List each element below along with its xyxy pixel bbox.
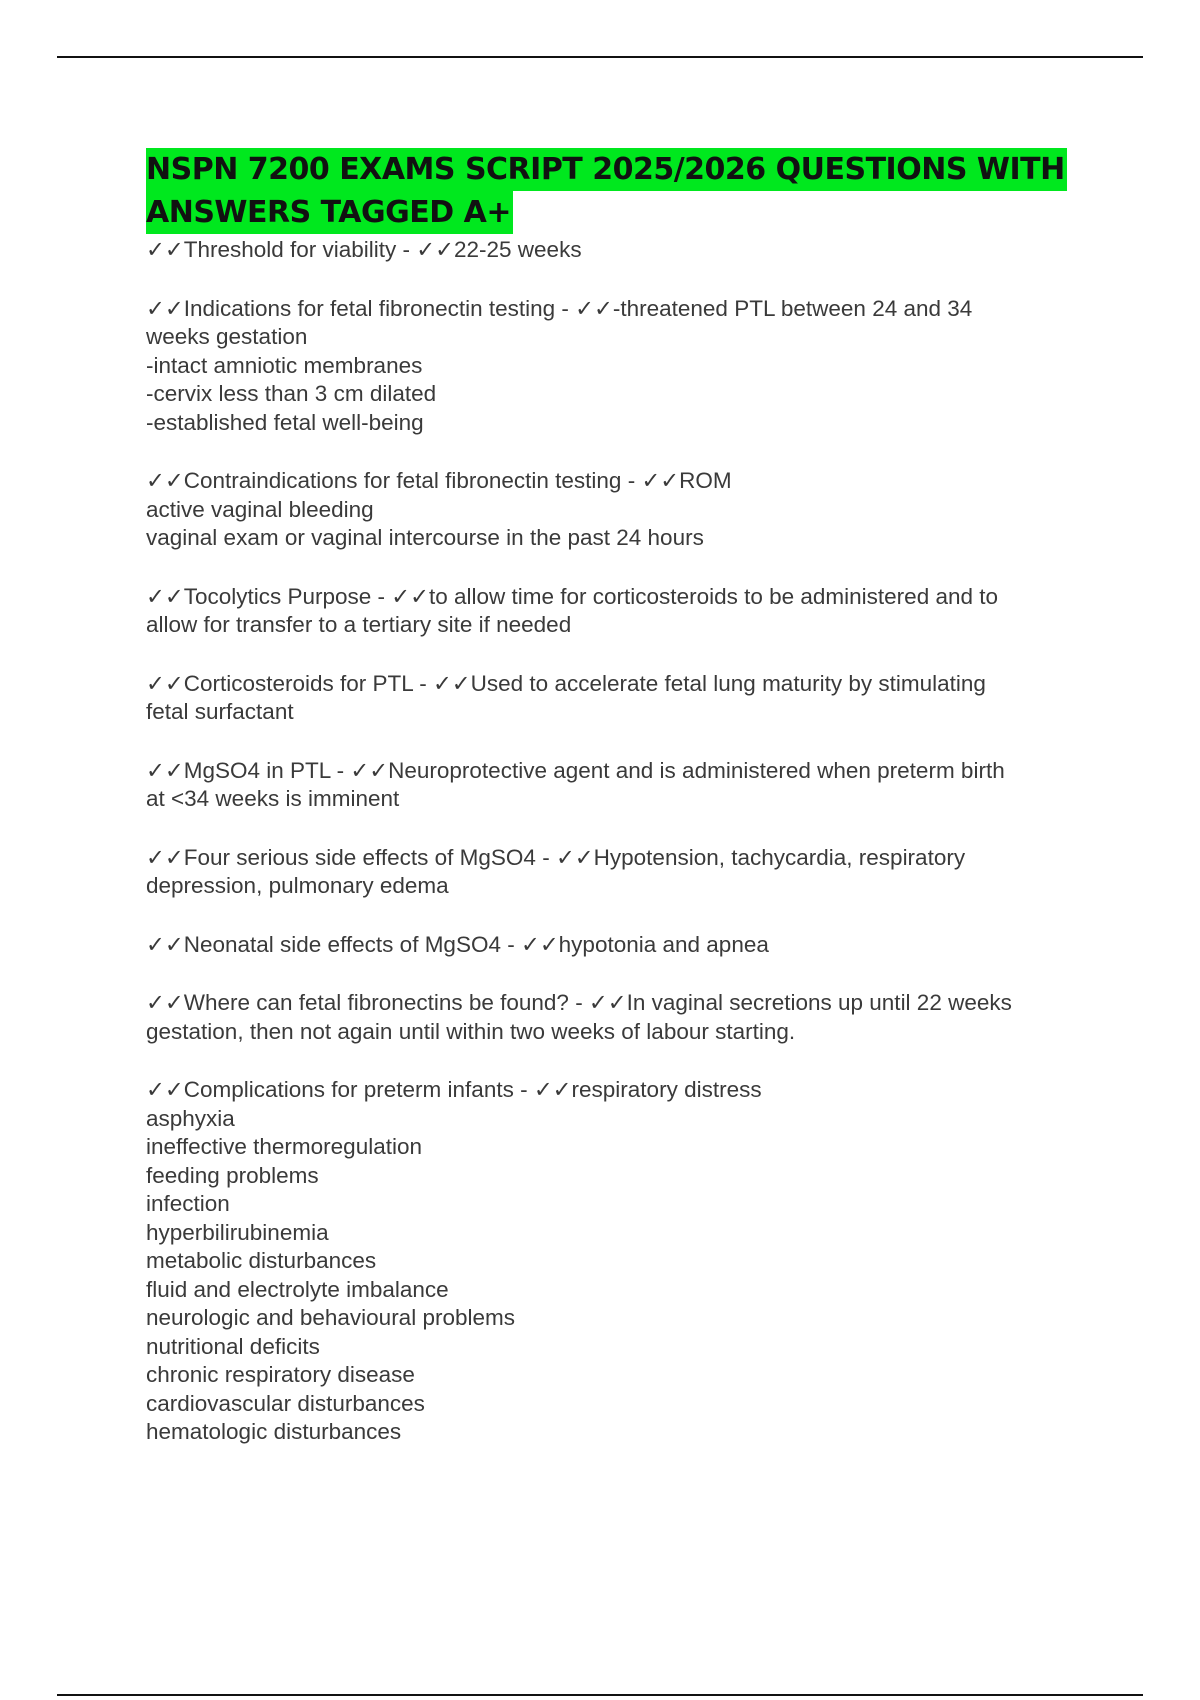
qa-answer-line: allow for transfer to a tertiary site if needed	[146, 612, 572, 637]
qa-question-line: ✓✓Neonatal side effects of MgSO4 - ✓✓hypotonia and apnea	[146, 931, 769, 957]
qa-question-line: ✓✓Tocolytics Purpose - ✓✓to allow time for corticosteroids to be administered and to	[146, 583, 999, 609]
qa-item	[146, 670, 1086, 727]
qa-answer-line: depression, pulmonary edema	[146, 873, 449, 898]
qa-answer-line: chronic respiratory disease	[146, 1362, 415, 1387]
document-body	[146, 148, 1086, 1477]
qa-answer-line: hematologic disturbances	[146, 1419, 402, 1444]
qa-answer-line: gestation, then not again until within two weeks of labour starting.	[146, 1018, 796, 1044]
qa-answer-line: ineffective thermoregulation	[146, 1134, 422, 1159]
qa-item	[146, 295, 1086, 438]
qa-question-line: ✓✓Complications for preterm infants - ✓✓respiratory distress	[146, 1077, 762, 1102]
document-title	[146, 148, 1086, 234]
qa-answer-line: nutritional deficits	[146, 1333, 320, 1359]
qa-item	[146, 844, 1086, 901]
title-line: NSPN 7200 EXAMS SCRIPT 2025/2026 QUESTIONS WITH	[146, 148, 1067, 191]
qa-answer-line: fluid and electrolyte imbalance	[146, 1276, 449, 1302]
qa-answer-line: at <34 weeks is imminent	[146, 786, 400, 811]
qa-question-line: ✓✓Four serious side effects of MgSO4 - ✓✓Hypotension, tachycardia, respiratory	[146, 844, 966, 870]
qa-question-line: ✓✓Corticosteroids for PTL - ✓✓Used to accelerate fetal lung maturity by stimulating	[146, 670, 986, 696]
top-rule	[57, 56, 1143, 58]
qa-answer-line: infection	[146, 1191, 230, 1216]
qa-item	[146, 236, 1086, 265]
qa-answer-line: hyperbilirubinemia	[146, 1219, 329, 1245]
qa-list	[146, 236, 1086, 1447]
qa-question-line: ✓✓Threshold for viability - ✓✓22-25 weeks	[146, 237, 582, 262]
qa-item	[146, 467, 1086, 553]
qa-answer-line: active vaginal bleeding	[146, 496, 374, 522]
bottom-rule	[57, 1694, 1143, 1696]
qa-answer-line: metabolic disturbances	[146, 1248, 377, 1273]
qa-question-line: ✓✓MgSO4 in PTL - ✓✓Neuroprotective agent and is administered when preterm birth	[146, 757, 1005, 783]
qa-answer-line: asphyxia	[146, 1105, 235, 1131]
qa-question-line: ✓✓Indications for fetal fibronectin testing - ✓✓-threatened PTL between 24 and 34	[146, 295, 973, 321]
qa-answer-line: -intact amniotic membranes	[146, 352, 423, 378]
qa-item	[146, 1076, 1086, 1447]
qa-item	[146, 583, 1086, 640]
qa-item	[146, 757, 1086, 814]
title-line: ANSWERS TAGGED A+	[146, 191, 513, 234]
qa-item	[146, 989, 1086, 1046]
qa-answer-line: feeding problems	[146, 1162, 319, 1188]
qa-answer-line: fetal surfactant	[146, 699, 294, 724]
qa-answer-line: -established fetal well-being	[146, 409, 424, 435]
qa-answer-line: neurologic and behavioural problems	[146, 1305, 515, 1330]
qa-item	[146, 931, 1086, 960]
qa-question-line: ✓✓Where can fetal fibronectins be found? - ✓✓In vaginal secretions up until 22 weeks	[146, 990, 1012, 1015]
qa-answer-line: vaginal exam or vaginal intercourse in the past 24 hours	[146, 525, 704, 550]
qa-answer-line: -cervix less than 3 cm dilated	[146, 381, 437, 406]
qa-question-line: ✓✓Contraindications for fetal fibronectin testing - ✓✓ROM	[146, 468, 732, 493]
qa-answer-line: cardiovascular disturbances	[146, 1390, 425, 1416]
qa-answer-line: weeks gestation	[146, 324, 308, 349]
